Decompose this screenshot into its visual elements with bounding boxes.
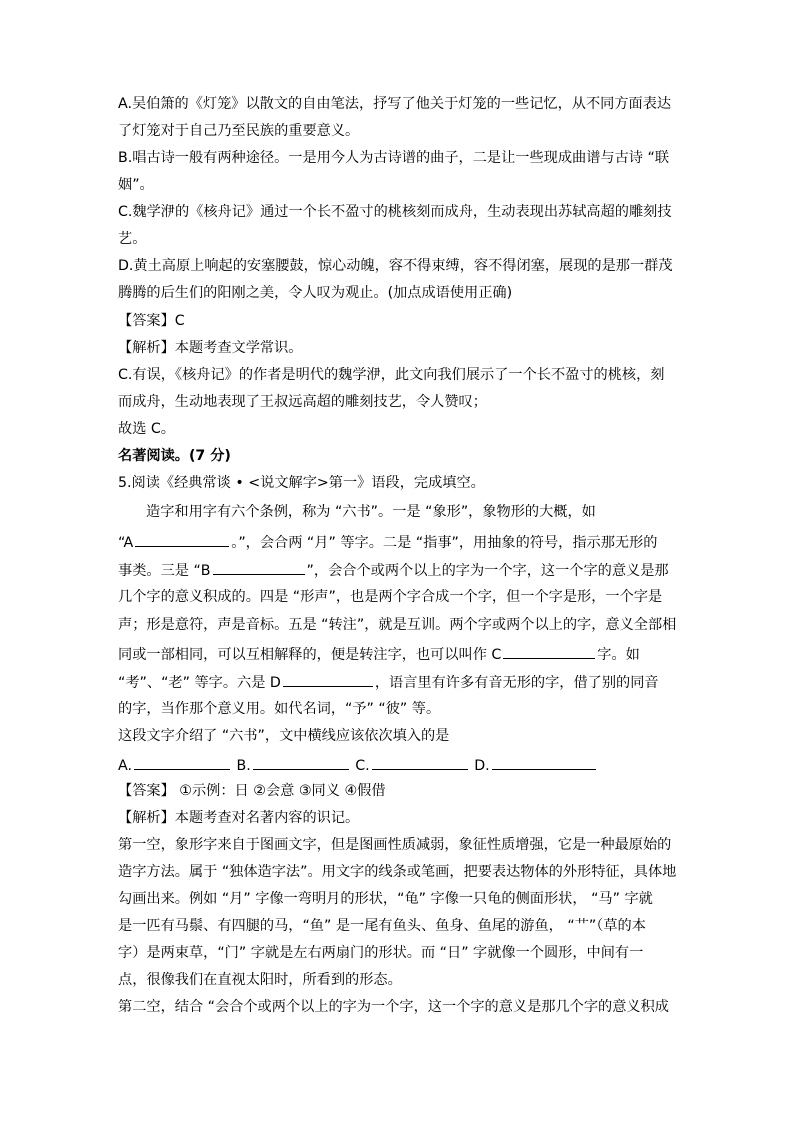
q5-analysis-line-6: 点，很像我们在直视太阳时，所看到的形态。 (118, 972, 402, 988)
option-b-line-2: 姻”。 (118, 177, 154, 193)
blank-a (135, 531, 229, 547)
blank-c (503, 643, 595, 659)
answer-blank-d (492, 754, 596, 770)
passage-line-8: 的字，当作那个意义用。如代名词，“予” “彼” 等。 (118, 701, 441, 717)
q5-analysis-line-4: 是一匹有马鬃、有四腿的马，“鱼” 是一尾有鱼头、鱼身、鱼尾的游鱼， “艹”（草的本 (118, 918, 646, 934)
q5-analysis-line-3: 勾画出来。例如 “月” 字像一弯明月的形状，“龟” 字像一只龟的侧面形状， “马” 字就 (118, 891, 653, 907)
q5-blanks: A. B. C. D. (118, 754, 598, 774)
option-a-line-1: A.吴伯箫的《灯笼》以散文的自由笔法，抒写了他关于灯笼的一些记忆，从不同方面表达 (118, 96, 672, 112)
answer-blank-c (372, 754, 468, 770)
option-c-line-2: 艺。 (118, 231, 147, 247)
blank-b (213, 559, 305, 575)
q4-analysis-title: 【解析】本题考查文学常识。 (118, 340, 303, 356)
passage-line-3: 事类。三是 “B ”，会合个或两个以上的字为一个字，这一个字的意义是那 (118, 559, 669, 579)
passage-line-7: “考”、“老” 等字。六是 D ，语言里有许多有音无形的字，借了别的同音 (118, 671, 659, 691)
q5-analysis-line-5: 字）是两束草，“门” 字就是左右两扇门的形状。而 “日” 字就像一个圆形，中间有一 (118, 945, 644, 961)
q4-conclusion: 故选 C。 (118, 421, 175, 437)
q5-answer: 【答案】 ①示例：日 ②会意 ③同义 ④假借 (118, 783, 386, 799)
option-a-line-2: 了灯笼对于自己乃至民族的重要意义。 (118, 123, 360, 139)
q5-analysis-line-1: 第一空，象形字来自于图画文字，但是图画性质减弱，象征性质增强，它是一种最原始的 (118, 837, 672, 853)
q4-answer: 【答案】C (118, 313, 185, 329)
option-d-line-2: 腾腾的后生们的阳刚之美，令人叹为观止。(加点成语使用正确) (118, 285, 513, 301)
q5-analysis-line-2: 造字方法。属于 “独体造字法”。用文字的线条或笔画，把要表达物体的外形特征，具体地 (118, 864, 677, 880)
passage-line-2: “A 。”，会合两 “月” 等字。二是 “指事”，用抽象的符号，指示那无形的 (118, 531, 657, 551)
passage-line-5: 声；形是意符，声是音标。五是 “转注”，就是互训。两个字或两个以上的字，意义全部相 (118, 617, 677, 633)
answer-blank-b (253, 754, 349, 770)
q5-stem: 5.阅读《经典常谈 • <说文解字>第一》语段，完成填空。 (118, 475, 485, 491)
section-title: 名著阅读。(7 分) (118, 448, 231, 464)
answer-blank-a (134, 754, 230, 770)
option-c-line-1: C.魏学洢的《核舟记》通过一个长不盈寸的桃核刻而成舟，生动表现出苏轼高超的雕刻技 (118, 204, 672, 220)
option-d-line-1: D.黄土高原上响起的安塞腰鼓，惊心动魄，容不得束缚，容不得闭塞，展现的是那一群茂 (118, 258, 673, 274)
q4-analysis-line-1: C.有误，《核舟记》的作者是明代的魏学洢，此文向我们展示了一个长不盈寸的桃核，刻 (118, 367, 665, 383)
q5-analysis-line-7: 第二空，结合 “会合个或两个以上的字为一个字，这一个字的意义是那几个字的意义积成 (118, 999, 669, 1015)
q4-analysis-line-2: 而成舟，生动地表现了王叔远高超的雕刻技艺，令人赞叹； (118, 394, 487, 410)
q5-analysis-title: 【解析】本题考查对名著内容的识记。 (118, 810, 360, 826)
passage-line-1: 造字和用字有六个条例，称为 “六书”。一是 “象形”，象物形的大概，如 (146, 504, 596, 520)
option-b-line-1: B.唱古诗一般有两种途径。一是用今人为古诗谱的曲子，二是让一些现成曲谱与古诗 “联 (118, 150, 670, 166)
passage-line-4: 几个字的意义积成的。四是 “形声”，也是两个字合成一个字，但一个字是形，一个字是 (118, 589, 663, 605)
q5-prompt: 这段文字介绍了 “六书”，文中横线应该依次填入的是 (118, 728, 450, 744)
blank-d (283, 671, 373, 687)
passage-line-6: 同或一部相同，可以互相解释的，便是转注字，也可以叫作 C 字。如 (118, 643, 640, 663)
